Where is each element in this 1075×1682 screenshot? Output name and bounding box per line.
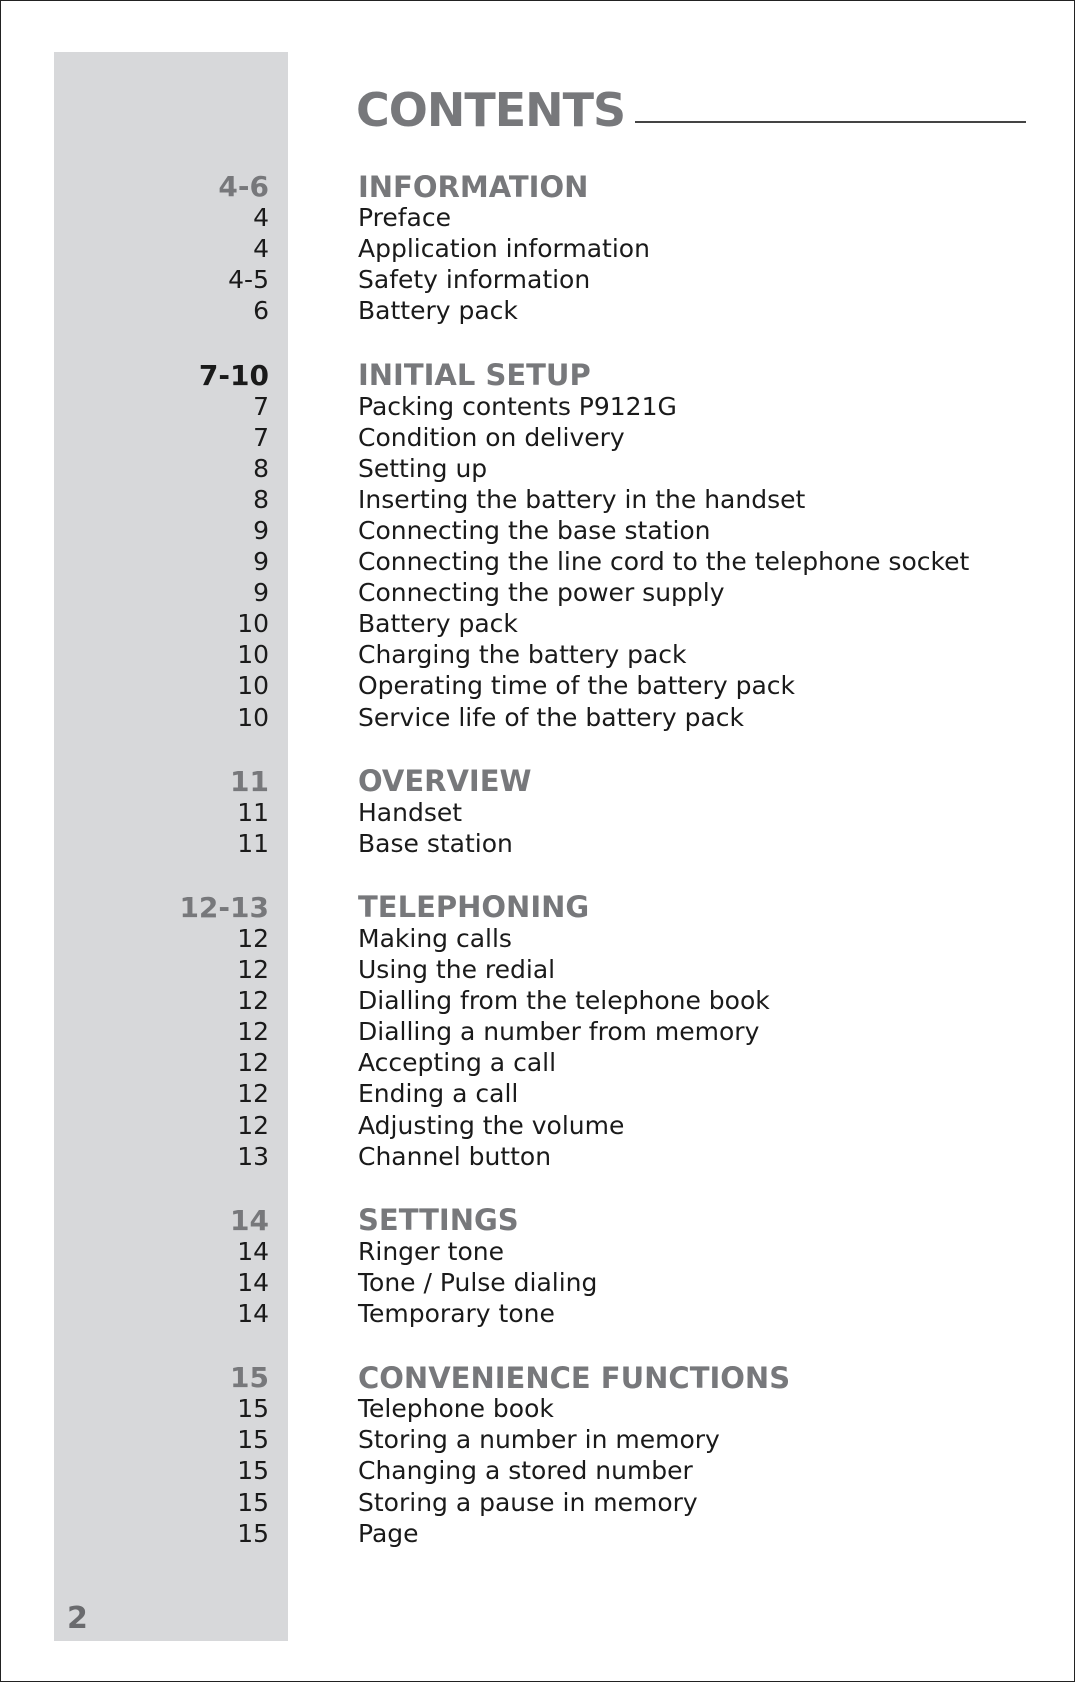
toc-entry[interactable]	[1, 1110, 1074, 1141]
entry-page-number: 14	[237, 1267, 269, 1297]
entry-page-number: 8	[253, 484, 269, 514]
toc-section	[1, 1362, 1074, 1549]
entry-label: Storing a number in memory	[358, 1425, 720, 1455]
entry-label: Base station	[358, 828, 513, 858]
entry-label: Page	[358, 1518, 419, 1548]
toc-entry[interactable]	[1, 546, 1074, 577]
entry-page-number: 12	[237, 955, 269, 985]
entry-label: Packing contents P9121G	[358, 391, 677, 421]
entry-page-number: 7	[253, 422, 269, 452]
section-title: CONVENIENCE FUNCTIONS	[358, 1360, 791, 1395]
entry-label: Adjusting the volume	[358, 1110, 625, 1140]
toc-entry[interactable]	[1, 202, 1074, 233]
section-page-range: 14	[230, 1203, 269, 1237]
page-title: CONTENTS	[356, 83, 626, 137]
entry-page-number: 4-5	[228, 265, 269, 295]
table-of-contents	[1, 171, 1074, 1582]
section-page-range: 4-6	[218, 170, 269, 204]
entry-label: Dialling a number from memory	[358, 1017, 760, 1047]
entry-label: Charging the battery pack	[358, 640, 687, 670]
entry-page-number: 8	[253, 453, 269, 483]
entry-page-number: 10	[237, 702, 269, 732]
entry-label: Using the redial	[358, 955, 556, 985]
toc-entry[interactable]	[1, 1078, 1074, 1109]
entry-page-number: 12	[237, 1048, 269, 1078]
entry-page-number: 4	[253, 203, 269, 233]
entry-page-number: 9	[253, 547, 269, 577]
entry-page-number: 7	[253, 391, 269, 421]
toc-entry[interactable]	[1, 828, 1074, 859]
toc-entry[interactable]	[1, 1236, 1074, 1267]
entry-label: Connecting the power supply	[358, 578, 725, 608]
toc-entry[interactable]	[1, 391, 1074, 422]
toc-section-heading[interactable]	[1, 766, 1074, 797]
entry-page-number: 15	[237, 1425, 269, 1455]
section-page-range: 11	[230, 764, 269, 798]
entry-label: Preface	[358, 203, 451, 233]
entry-page-number: 13	[237, 1141, 269, 1171]
toc-entry[interactable]	[1, 422, 1074, 453]
entry-label: Connecting the line cord to the telephone socket	[358, 547, 970, 577]
toc-entry[interactable]	[1, 264, 1074, 295]
toc-section	[1, 359, 1074, 732]
toc-entry[interactable]	[1, 639, 1074, 670]
entry-page-number: 14	[237, 1236, 269, 1266]
toc-entry[interactable]	[1, 1455, 1074, 1486]
entry-page-number: 15	[237, 1456, 269, 1486]
toc-section-heading[interactable]	[1, 1205, 1074, 1236]
toc-entry[interactable]	[1, 797, 1074, 828]
entry-page-number: 12	[237, 1110, 269, 1140]
toc-entry[interactable]	[1, 1016, 1074, 1047]
toc-entry[interactable]	[1, 295, 1074, 326]
toc-section	[1, 171, 1074, 326]
toc-section-heading[interactable]	[1, 171, 1074, 202]
toc-section	[1, 1205, 1074, 1329]
toc-entry[interactable]	[1, 608, 1074, 639]
entry-label: Ringer tone	[358, 1236, 504, 1266]
entry-page-number: 12	[237, 1017, 269, 1047]
toc-entry[interactable]	[1, 1047, 1074, 1078]
entry-page-number: 9	[253, 515, 269, 545]
entry-label: Channel button	[358, 1141, 552, 1171]
toc-entry[interactable]	[1, 1298, 1074, 1329]
section-title: SETTINGS	[358, 1203, 519, 1238]
section-page-range: 7-10	[198, 358, 269, 392]
toc-entry[interactable]	[1, 1393, 1074, 1424]
entry-label: Temporary tone	[358, 1299, 555, 1329]
toc-section-heading[interactable]	[1, 1362, 1074, 1393]
entry-label: Inserting the battery in the handset	[358, 484, 806, 514]
toc-entry[interactable]	[1, 484, 1074, 515]
toc-entry[interactable]	[1, 923, 1074, 954]
toc-entry[interactable]	[1, 985, 1074, 1016]
entry-label: Service life of the battery pack	[358, 702, 744, 732]
section-title: TELEPHONING	[358, 890, 590, 925]
entry-label: Battery pack	[358, 609, 518, 639]
entry-page-number: 14	[237, 1299, 269, 1329]
entry-page-number: 15	[237, 1518, 269, 1548]
toc-entry[interactable]	[1, 1486, 1074, 1517]
entry-label: Condition on delivery	[358, 422, 625, 452]
entry-page-number: 11	[237, 797, 269, 827]
entry-label: Accepting a call	[358, 1048, 557, 1078]
toc-entry[interactable]	[1, 1267, 1074, 1298]
entry-label: Setting up	[358, 453, 488, 483]
entry-page-number: 10	[237, 609, 269, 639]
entry-label: Operating time of the battery pack	[358, 671, 795, 701]
entry-page-number: 12	[237, 986, 269, 1016]
entry-page-number: 12	[237, 1079, 269, 1109]
toc-entry[interactable]	[1, 1141, 1074, 1172]
entry-label: Application information	[358, 234, 650, 264]
entry-page-number: 10	[237, 640, 269, 670]
toc-entry[interactable]	[1, 702, 1074, 733]
toc-entry[interactable]	[1, 670, 1074, 701]
contents-header	[356, 73, 1026, 137]
entry-label: Storing a pause in memory	[358, 1487, 698, 1517]
section-page-range: 15	[230, 1361, 269, 1395]
entry-label: Connecting the base station	[358, 515, 711, 545]
entry-page-number: 9	[253, 578, 269, 608]
title-rule	[635, 121, 1026, 123]
toc-section-heading[interactable]	[1, 892, 1074, 923]
section-page-range: 12-13	[179, 890, 269, 924]
entry-page-number: 11	[237, 828, 269, 858]
toc-entry[interactable]	[1, 453, 1074, 484]
section-title: INITIAL SETUP	[358, 358, 591, 393]
entry-label: Safety information	[358, 265, 591, 295]
entry-page-number: 10	[237, 671, 269, 701]
entry-page-number: 15	[237, 1487, 269, 1517]
section-title: INFORMATION	[358, 169, 589, 204]
toc-entry[interactable]	[1, 515, 1074, 546]
toc-entry[interactable]	[1, 233, 1074, 264]
toc-section	[1, 766, 1074, 859]
entry-label: Telephone book	[358, 1394, 554, 1424]
entry-page-number: 6	[253, 296, 269, 326]
entry-label: Changing a stored number	[358, 1456, 693, 1486]
entry-label: Ending a call	[358, 1079, 519, 1109]
entry-label: Handset	[358, 797, 463, 827]
entry-label: Tone / Pulse dialing	[358, 1267, 598, 1297]
entry-page-number: 12	[237, 924, 269, 954]
entry-label: Dialling from the telephone book	[358, 986, 770, 1016]
entry-label: Making calls	[358, 924, 512, 954]
entry-page-number: 4	[253, 234, 269, 264]
entry-label: Battery pack	[358, 296, 518, 326]
toc-entry[interactable]	[1, 577, 1074, 608]
toc-entry[interactable]	[1, 1424, 1074, 1455]
section-title: OVERVIEW	[358, 764, 532, 799]
toc-section	[1, 892, 1074, 1172]
toc-section-heading[interactable]	[1, 358, 1074, 393]
toc-entry[interactable]	[1, 954, 1074, 985]
entry-page-number: 15	[237, 1394, 269, 1424]
toc-entry[interactable]	[1, 1518, 1074, 1549]
page-number: 2	[67, 1601, 88, 1636]
